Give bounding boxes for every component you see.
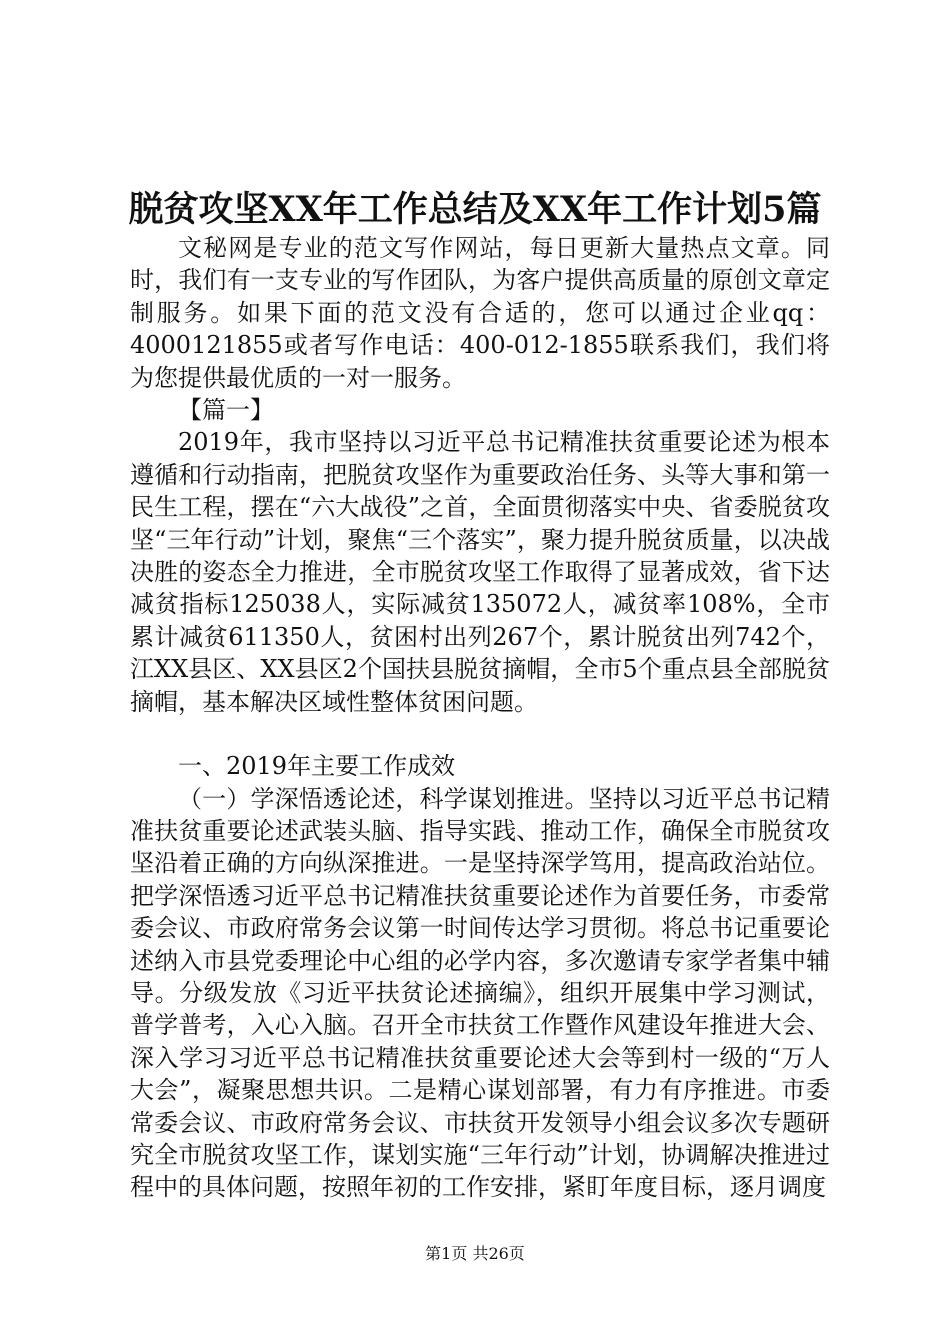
intro-paragraph: 文秘网是专业的范文写作网站，每日更新大量热点文章。同时，我们有一支专业的写作团队，为客户提供高质量的原创文章定制服务。如果下面的范文没有合适的，您可以通过企业qq：4000121855或者写作电话：400-012-1855联系我们，我们将为您提供最优质的一对一服务。 [130,234,830,392]
page-footer: 第1页 共26页 [425,1244,525,1263]
document-title: 脱贫攻坚XX年工作总结及XX年工作计划5篇 [128,189,822,230]
paragraph-2: （一）学深悟透论述，科学谋划推进。坚持以习近平总书记精准扶贫重要论述武装头脑、指导实践、推动工作，确保全市脱贫攻坚沿着正确的方向纵深推进。一是坚持深学笃用，提高政治站位。把学深悟透习近平总书记精准扶贫重要论述作为首要任务，市委常委会议、市政府常务会议第一时间传达学习贯彻。将总书记重要论述纳入市县党委理论中心组的必学内容，多次邀请专家学者集中辅导。分级发放《习近平扶贫论述摘编》，组织开展集中学习测试，普学普考，入心入脑。召开全市扶贫工作暨作风建设年推进大会、深入学习习近平总书记精准扶贫重要论述大会等到村一级的“万人大会”，凝聚思想共识。二是精心谋划部署，有力有序推进。市委常委会议、市政府常务会议、市扶贫开发领导小组会议多次专题研究全市脱贫攻坚工作，谋划实施“三年行动”计划，协调解决推进过程中的具体问题，按照年初的工作安排，紧盯年度目标，逐月调度 [130,784,830,1202]
section-label: 【篇一】 [178,396,274,425]
paragraph-spacer [130,718,830,750]
section-heading: 一、2019年主要工作成效 [178,752,456,781]
document-body [130,232,830,1204]
paragraph-1: 2019年，我市坚持以习近平总书记精准扶贫重要论述为根本遵循和行动指南，把脱贫攻坚作为重要政治任务、头等大事和第一民生工程，摆在“六大战役”之首，全面贯彻落实中央、省委脱贫攻坚“三年行动”计划，聚焦“三个落实”，聚力提升脱贫质量，以决战决胜的姿态全力推进，全市脱贫攻坚工作取得了显著成效，省下达减贫指标125038人，实际减贫135072人，减贫率108%，全市累计减贫611350人，贫困村出列267个，累计脱贫出列742个，江XX县区、XX县区2个国扶县脱贫摘帽，全市5个重点县全部脱贫摘帽，基本解决区域性整体贫困问题。 [130,428,830,716]
